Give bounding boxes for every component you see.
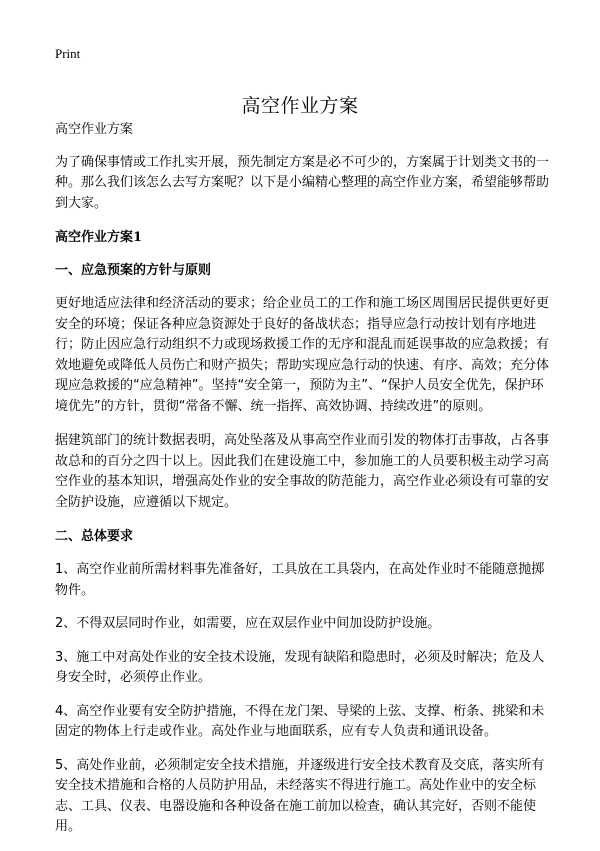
part2-heading: 二、总体要求 bbox=[55, 529, 134, 544]
page-title: 高空作业方案 bbox=[241, 94, 359, 117]
requirement-item: 3、施工中对高处作业的安全技术设施，发现有缺陷和隐患时，必须及时解决；危及人身安全时，必须停止作业。 bbox=[55, 649, 545, 685]
document-body bbox=[55, 120, 550, 851]
requirement-item: 5、高处作业前，必须制定安全技术措施，并逐级进行安全技术教育及交底，落实所有安全技术措施和合格的人员防护用品，未经落实不得进行施工。高处作业中的安全标志、工具、仪表、电器设施和各种设备在施工前加以检查，确认其完好，否则不能使用。 bbox=[55, 757, 545, 834]
part1-paragraph: 更好地适应法律和经济活动的要求；给企业员工的工作和施工场区周围居民提供更好更安全的环境；保证各种应急资源处于良好的备战状态；指导应急行动按计划有序地进行；防止因应急行动组织不力或现场救援工作的无序和混乱而延误事故的应急救援；有效地避免或降低人员伤亡和财产损失；帮助实现应急行动的快速、有序、高效；充分体现应急救援的“应急精神”。坚持“安全第一，预防为主”、“保护人员安全优先，保护环境优先”的方针，贯彻“常备不懈、统一指挥、高效协调、持续改进”的原则。 bbox=[55, 296, 550, 414]
requirement-item: 4、高空作业要有安全防护措施，不得在龙门架、导梁的上弦、支撑、桁条、挑梁和未固定的物体上行走或作业。高处作业与地面联系，应有专人负责和通讯设备。 bbox=[55, 703, 545, 739]
print-link[interactable]: Print bbox=[55, 46, 81, 61]
intro-paragraph: 为了确保事情或工作扎实开展，预先制定方案是必不可少的，方案属于计划类文书的一种。那么我们该怎么去写方案呢？以下是小编精心整理的高空作业方案，希望能够帮助到大家。 bbox=[55, 154, 550, 211]
part1-heading: 一、应急预案的方针与原则 bbox=[55, 263, 212, 278]
requirement-item: 2、不得双层同时作业，如需要，应在双层作业中间加设防护设施。 bbox=[55, 616, 441, 631]
section-title: 高空作业方案1 bbox=[55, 230, 143, 245]
part1-paragraph: 据建筑部门的统计数据表明，高处坠落及从事高空作业而引发的物体打击事故，占各事故总和的百分之四十以上。因此我们在建设施工中，参加施工的人员要积极主动学习高空作业的基本知识，增强高处作业的安全事故的防范能力，高空作业必须设有可靠的安全防护设施，应遵循以下规定。 bbox=[55, 433, 550, 510]
requirement-item: 1、高空作业前所需材料事先准备好，工具放在工具袋内，在高处作业时不能随意抛掷物件。 bbox=[55, 562, 545, 598]
document-subtitle: 高空作业方案 bbox=[55, 122, 134, 137]
